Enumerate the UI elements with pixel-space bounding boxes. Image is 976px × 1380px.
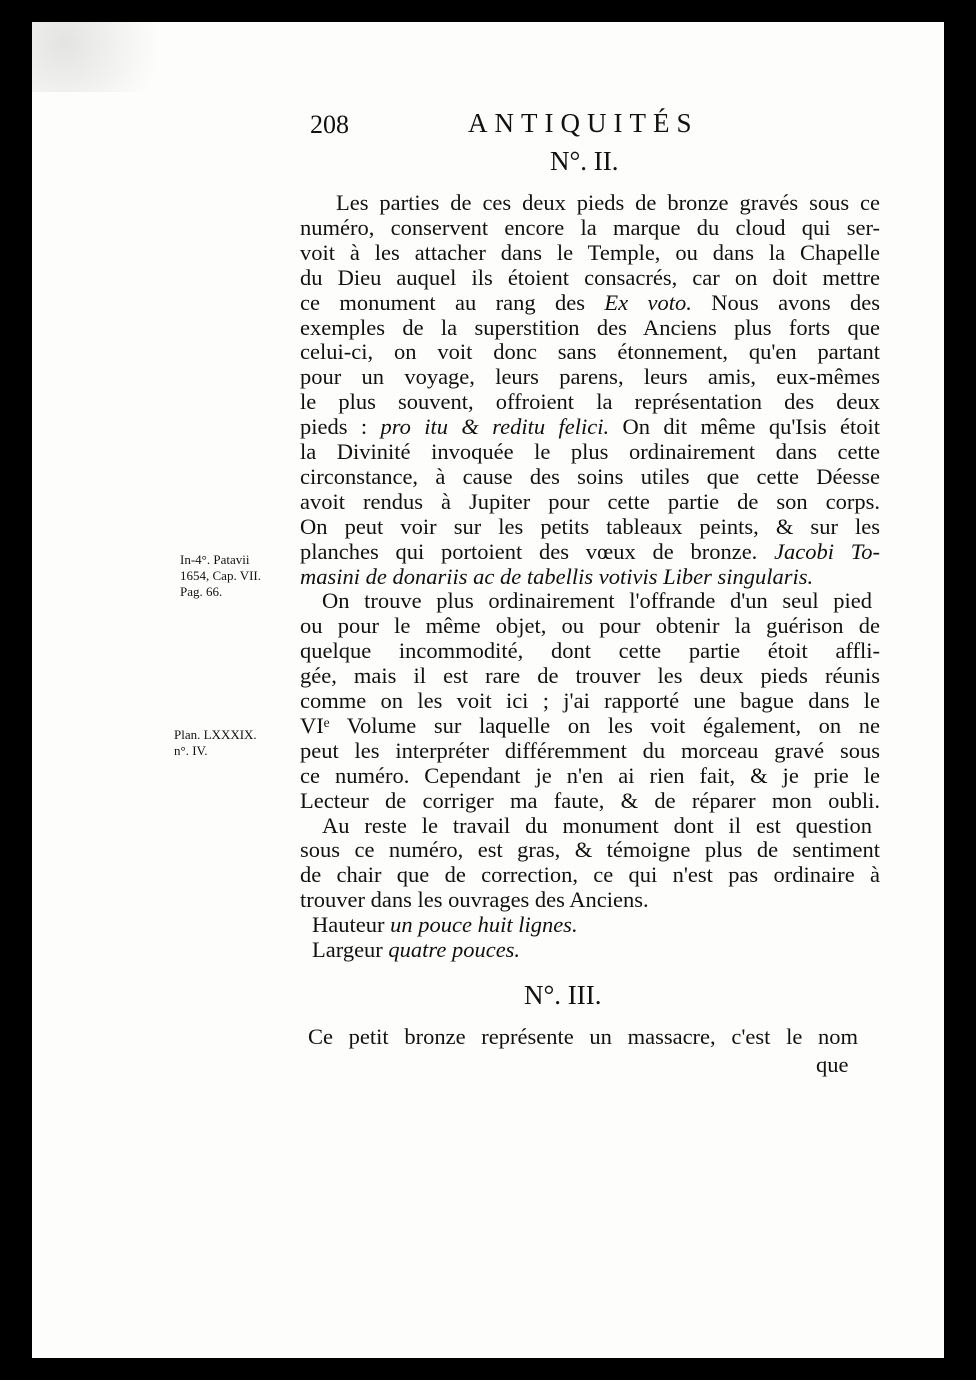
text-span: numéro, conservent encore la marque du cloud qui ser- <box>300 214 880 240</box>
text-line <box>300 887 683 912</box>
text-span: Nous avons des <box>691 289 880 315</box>
text-span: voit à les attacher dans le Temple, ou dans la Chapelle <box>300 239 880 265</box>
text-line <box>300 265 880 290</box>
running-title: ANTIQUITÉS <box>468 108 699 138</box>
text-line <box>300 339 880 364</box>
text-span: circonstance, à cause des soins utiles que cette Déesse <box>300 463 880 489</box>
text-span: peut les interpréter différemment du morceau gravé sous <box>300 737 880 763</box>
margin-note-line: Pag. 66. <box>180 584 223 599</box>
text-line <box>300 514 880 539</box>
text-line <box>300 663 880 688</box>
text-line <box>300 464 880 489</box>
text-line <box>300 862 880 887</box>
italic-text: pro itu & reditu felici. <box>380 414 610 440</box>
text-line <box>300 439 880 464</box>
text-line <box>300 837 880 862</box>
text-line <box>300 713 880 738</box>
text-span: celui-ci, on voit donc sans étonnement, qu'en partant <box>300 339 880 365</box>
text-span: la Divinité invoquée le plus ordinairement dans cette <box>300 439 880 464</box>
text-line <box>312 937 562 962</box>
text-span: planches qui portoient des vœux de bronze. <box>300 538 775 564</box>
text-span: sous ce numéro, est gras, & témoigne plus de sentiment <box>300 837 880 863</box>
text-line <box>300 763 880 788</box>
text-line <box>300 738 880 763</box>
text-span: Hauteur <box>312 912 391 938</box>
text-span: avoit rendus à Jupiter pour cette partie de son corps. <box>300 488 880 514</box>
text-line <box>312 912 612 937</box>
italic-text: quatre pouces. <box>388 937 521 962</box>
text-span: du Dieu auquel ils étoient consacrés, car on doit mettre <box>300 264 880 290</box>
text-span: pour un voyage, leurs parens, leurs amis, eux-mêmes <box>300 364 880 390</box>
text-line <box>300 788 880 813</box>
text-line <box>336 190 880 215</box>
margin-note-line: n°. IV. <box>174 743 208 758</box>
text-line <box>300 315 880 340</box>
text-line <box>322 588 872 613</box>
italic-text: masini de donariis ac de tabellis votivis Liber singularis. <box>300 563 814 589</box>
text-span: ce monument au rang des <box>300 289 605 315</box>
text-line <box>322 813 872 838</box>
margin-note-line: 1654, Cap. VII. <box>180 568 262 583</box>
text-span: Les parties de ces deux pieds de bronze gravés sous ce <box>336 190 880 215</box>
text-span: On peut voir sur les petits tableaux peints, & sur les <box>300 513 880 539</box>
page-edge-shading <box>32 22 192 92</box>
text-span: Au reste le travail du monument dont il est question <box>322 812 872 838</box>
book-page <box>32 22 944 1358</box>
text-line <box>300 613 880 638</box>
margin-note-line: In-4°. Patavii <box>180 552 250 567</box>
text-line <box>300 688 880 713</box>
text-line <box>300 539 880 564</box>
text-span: trouver dans les ouvrages des Anciens. <box>300 887 649 913</box>
margin-note-patavii <box>180 552 261 600</box>
text-span: Lecteur de corriger ma faute, & de réparer mon oubli. <box>300 787 880 813</box>
page-number: 208 <box>310 110 349 139</box>
text-span: Largeur <box>312 937 389 962</box>
text-line <box>300 240 880 265</box>
text-line <box>300 389 880 414</box>
catchword: que <box>816 1052 849 1077</box>
italic-text: Ex voto. <box>604 289 692 315</box>
text-span: On dit même qu'Isis étoit <box>609 414 880 440</box>
text-line <box>300 290 880 315</box>
text-span: On trouve plus ordinairement l'offrande d'un seul pied <box>322 588 872 614</box>
text-line <box>300 638 880 663</box>
section-heading-iii: N°. III. <box>524 980 602 1010</box>
section-heading-ii: N°. II. <box>550 146 619 176</box>
text-line <box>300 215 880 240</box>
text-span: ou pour le même objet, ou pour obtenir la guérison de <box>300 613 880 639</box>
text-span: exemples de la superstition des Anciens plus forts que <box>300 314 880 340</box>
section-iii-first-line: Ce petit bronze représente un massacre, c'est le nom <box>308 1024 858 1049</box>
margin-note-line: Plan. LXXXIX. <box>174 727 257 742</box>
text-line <box>300 489 880 514</box>
italic-text: Jacobi To- <box>774 538 880 564</box>
text-span: VIᵉ Volume sur laquelle on les voit également, on ne <box>300 712 880 738</box>
italic-text: un pouce huit lignes. <box>390 912 578 938</box>
text-span: pieds : <box>300 414 381 440</box>
text-line <box>300 364 880 389</box>
text-line <box>300 414 880 439</box>
text-span: de chair que de correction, ce qui n'est pas ordinaire à <box>300 862 880 888</box>
margin-note-plan <box>174 727 257 759</box>
text-span: gée, mais il est rare de trouver les deux pieds réunis <box>300 663 880 689</box>
text-span: le plus souvent, offroient la représentation des deux <box>300 389 880 415</box>
text-span: ce numéro. Cependant je n'en ai rien fait, & je prie le <box>300 762 880 788</box>
text-span: quelque incommodité, dont cette partie étoit affli- <box>300 638 880 664</box>
text-line <box>300 564 838 589</box>
text-span: comme on les voit ici ; j'ai rapporté une bague dans le <box>300 688 880 713</box>
